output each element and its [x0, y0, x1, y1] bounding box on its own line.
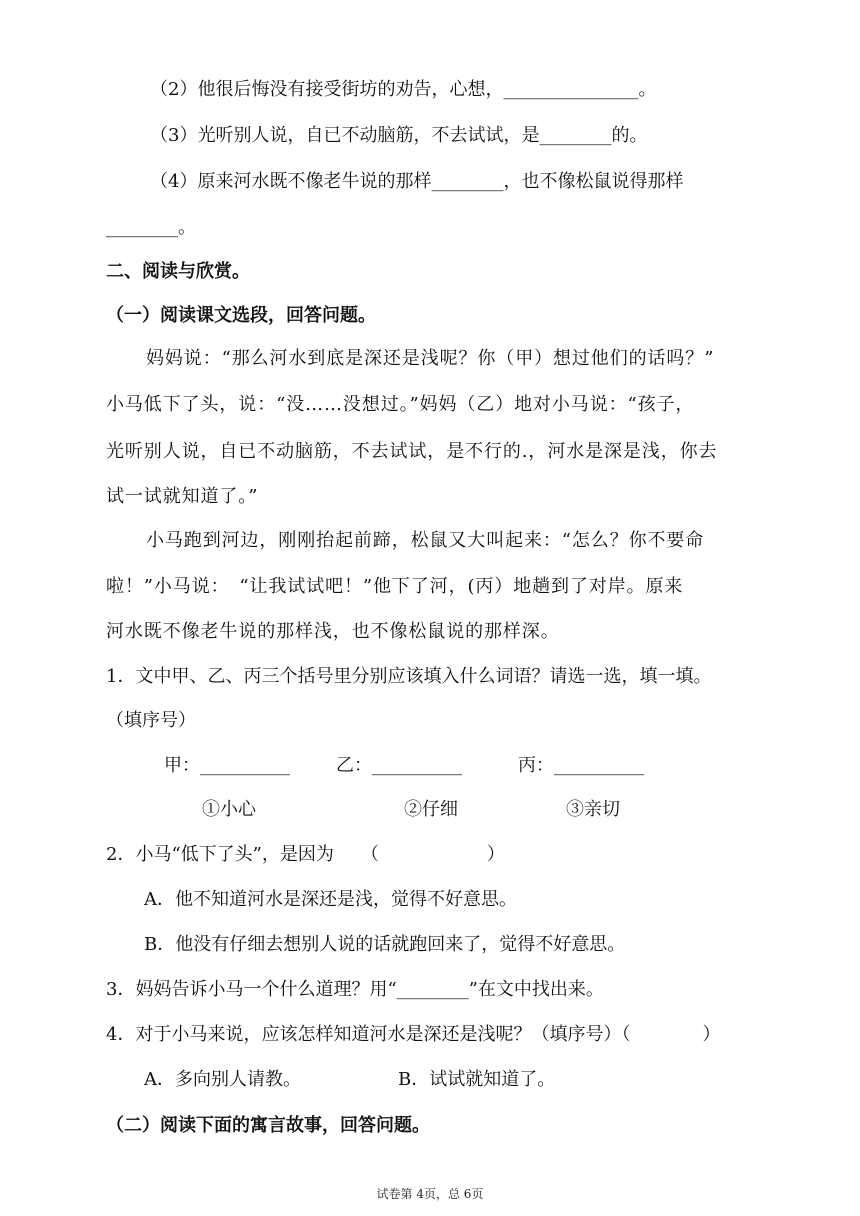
reading-question-4-choice-a: A．多向别人请教。 — [144, 1069, 301, 1090]
option-1: ①小心 — [202, 799, 256, 820]
reading-question-1-line-1: 1．文中甲、乙、丙三个括号里分别应该填入什么词语？请选一选，填一填。 — [106, 666, 712, 687]
reading-question-2-choice-b: B．他没有仔细去想别人说的话就跑回来了，觉得不好意思。 — [144, 934, 626, 955]
passage-line: 试一试就知道了。” — [106, 486, 259, 507]
reading-question-2-choice-a: A．他不知道河水是深还是浅，觉得不好意思。 — [144, 889, 517, 910]
blank-jia: 甲：__________ — [164, 755, 290, 776]
question-4-line-1: （4）原来河水既不像老牛说的那样________，也不像松鼠说得那样 — [150, 171, 684, 192]
question-4-line-2: ________。 — [106, 217, 196, 238]
question-2: （2）他很后悔没有接受街坊的劝告，心想，_______________。 — [150, 79, 657, 100]
reading-question-1-line-2: （填序号） — [106, 710, 196, 731]
option-3: ③亲切 — [566, 799, 620, 820]
option-2: ②仔细 — [404, 799, 458, 820]
part-two-title: （二）阅读下面的寓言故事，回答问题。 — [106, 1115, 430, 1136]
blank-bing: 丙：__________ — [518, 755, 644, 776]
section-two-title: 二、阅读与欣赏。 — [106, 261, 250, 282]
reading-question-4-choice-b: B．试试就知道了。 — [398, 1069, 556, 1090]
reading-question-3: 3．妈妈告诉小马一个什么道理？用“________”在文中找出来。 — [106, 979, 604, 1000]
passage-line: 小马低下了头，说：“没……没想过。”妈妈（乙）地对小马说：“孩子， — [106, 394, 695, 415]
passage-line: 妈妈说：“那么河水到底是深还是浅呢？你（甲）想过他们的话吗？” — [146, 348, 715, 369]
blank-yi: 乙：__________ — [336, 755, 462, 776]
part-one-title: （一）阅读课文选段，回答问题。 — [106, 305, 376, 326]
passage-line: 啦！”小马说： “让我试试吧！”他下了河，(丙）地趟到了对岸。原来 — [106, 576, 684, 597]
question-3: （3）光听别人说，自已不动脑筋，不去试试，是________的。 — [150, 125, 648, 146]
page-footer: 试卷第 4页，总 6页 — [376, 1187, 484, 1201]
passage-line: 光听别人说，自已不动脑筋，不去试试，是不行的.，河水是深是浅，你去 — [106, 441, 718, 462]
reading-question-4: 4．对于小马来说，应该怎样知道河水是深还是浅呢？（填序号）（ ） — [106, 1024, 721, 1045]
reading-question-2: 2．小马“低下了头”，是因为 （ ） — [106, 844, 505, 865]
passage-line: 河水既不像老牛说的那样浅，也不像松鼠说的那样深。 — [106, 621, 560, 642]
passage-line: 小马跑到河边，刚刚抬起前蹄，松鼠又大叫起来：“怎么？你不要命 — [146, 530, 705, 551]
